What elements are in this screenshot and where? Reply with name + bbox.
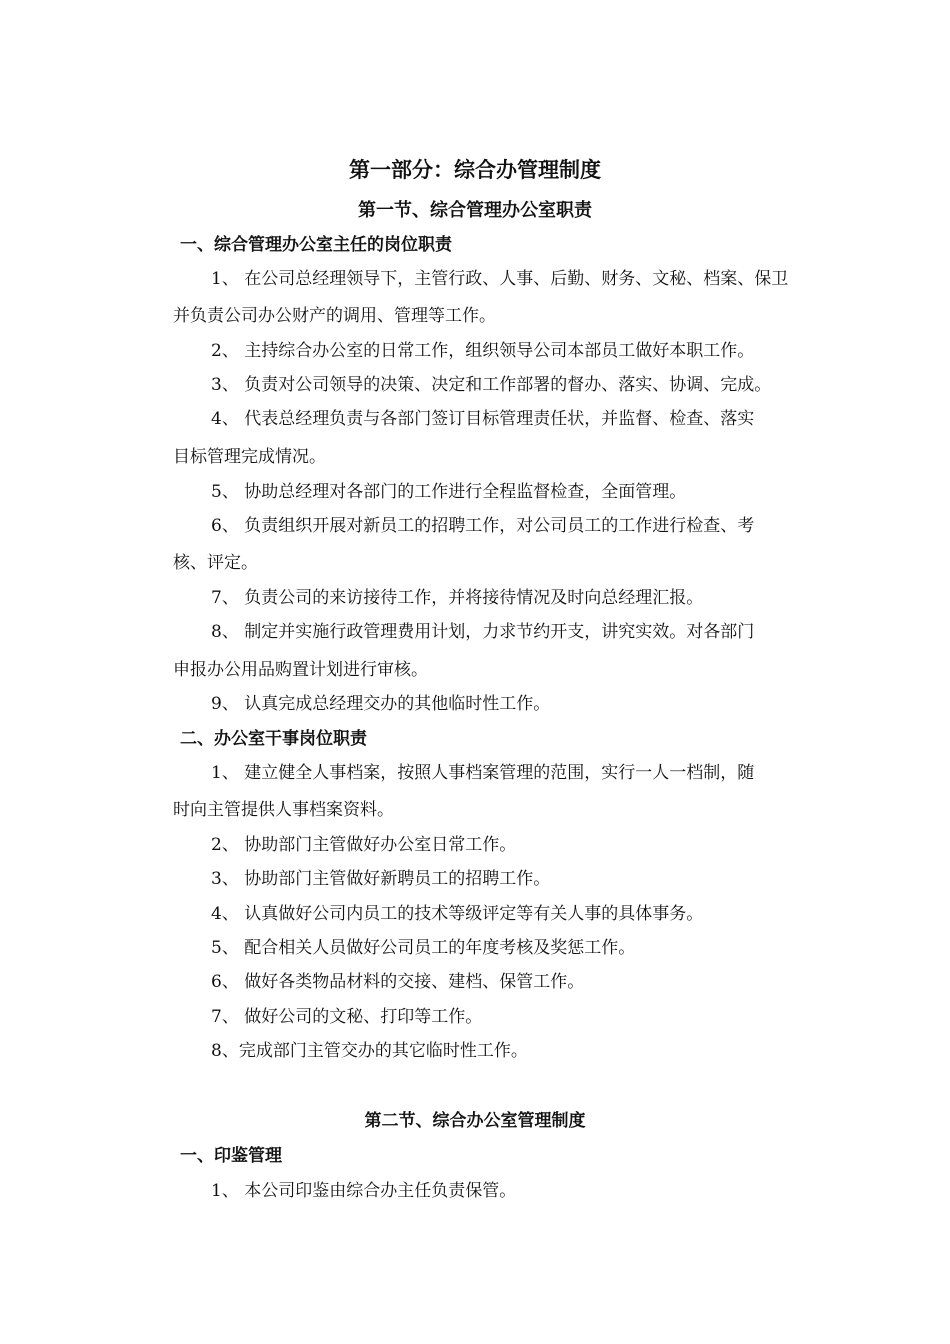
list-item: 6、 负责组织开展对新员工的招聘工作，对公司员工的工作进行检查、考 (211, 516, 755, 536)
list-item: 2、 协助部门主管做好办公室日常工作。 (211, 835, 517, 855)
section-title: 第一节、综合管理办公室职责 (358, 200, 592, 221)
list-item: 8、 制定并实施行政管理费用计划，力求节约开支，讲究实效。对各部门 (211, 622, 755, 642)
section-title: 第二节、综合办公室管理制度 (364, 1111, 586, 1131)
list-item: 1、 在公司总经理领导下，主管行政、人事、后勤、财务、文秘、档案、保卫 (211, 269, 789, 289)
part-title: 第一部分：综合办管理制度 (349, 157, 601, 182)
subsection-heading: 一、印鉴管理 (180, 1146, 282, 1166)
subsection-heading: 二、办公室干事岗位职责 (180, 729, 367, 749)
list-item: 1、 建立健全人事档案，按照人事档案管理的范围，实行一人一档制，随 (211, 763, 755, 783)
list-item: 6、 做好各类物品材料的交接、建档、保管工作。 (211, 972, 585, 992)
list-item: 8、完成部门主管交办的其它临时性工作。 (211, 1041, 528, 1061)
list-item: 7、 做好公司的文秘、打印等工作。 (211, 1007, 483, 1027)
list-item-continuation: 时向主管提供人事档案资料。 (173, 800, 394, 820)
list-item: 3、 负责对公司领导的决策、决定和工作部署的督办、落实、协调、完成。 (211, 375, 772, 395)
list-item: 2、 主持综合办公室的日常工作，组织领导公司本部员工做好本职工作。 (211, 341, 755, 361)
list-item-continuation: 并负责公司办公财产的调用、管理等工作。 (173, 306, 496, 326)
list-item: 4、 认真做好公司内员工的技术等级评定等有关人事的具体事务。 (211, 904, 704, 924)
list-item-continuation: 目标管理完成情况。 (173, 447, 326, 467)
list-item: 5、 协助总经理对各部门的工作进行全程监督检查，全面管理。 (211, 482, 687, 502)
list-item: 4、 代表总经理负责与各部门签订目标管理责任状，并监督、检查、落实 (211, 409, 755, 429)
list-item: 9、 认真完成总经理交办的其他临时性工作。 (211, 694, 551, 714)
list-item: 5、 配合相关人员做好公司员工的年度考核及奖惩工作。 (211, 938, 636, 958)
subsection-heading: 一、综合管理办公室主任的岗位职责 (180, 235, 452, 255)
list-item: 7、 负责公司的来访接待工作，并将接待情况及时向总经理汇报。 (211, 588, 704, 608)
list-item: 1、 本公司印鉴由综合办主任负责保管。 (211, 1181, 517, 1201)
list-item: 3、 协助部门主管做好新聘员工的招聘工作。 (211, 869, 551, 889)
list-item-continuation: 核、评定。 (173, 553, 258, 573)
list-item-continuation: 申报办公用品购置计划进行审核。 (173, 660, 428, 680)
